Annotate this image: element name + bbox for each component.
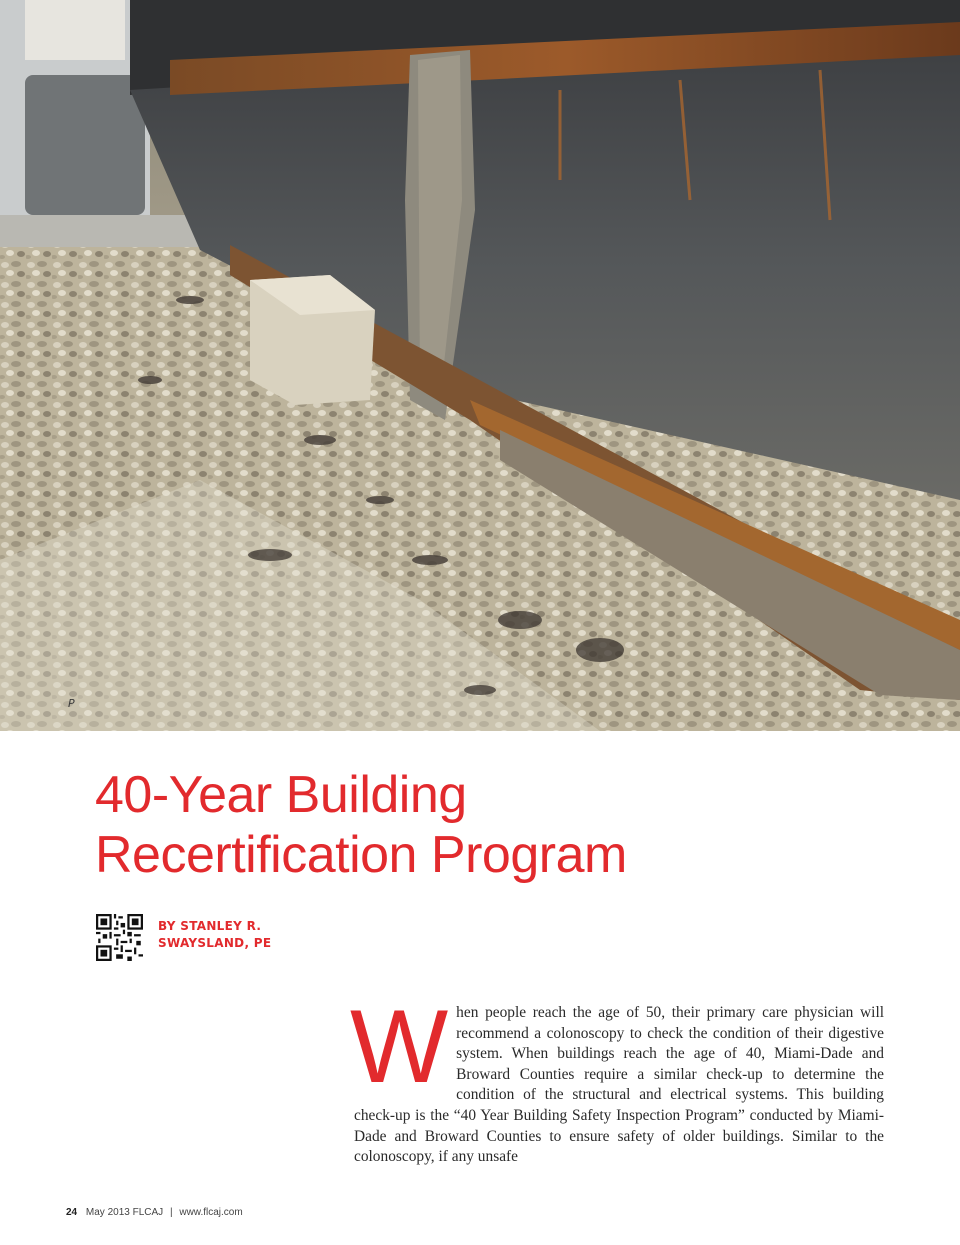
byline-line-1: BY STANLEY R. <box>158 919 262 933</box>
article-headline <box>95 765 627 885</box>
byline <box>158 918 271 952</box>
photo-corner-letter: P <box>68 697 75 710</box>
headline-line-1: 40-Year Building <box>95 766 467 824</box>
publication-name: FLCAJ <box>132 1207 164 1218</box>
byline-line-2: SWAYSLAND, PE <box>158 936 272 950</box>
headline-line-2: Recertification Program <box>95 826 627 884</box>
drop-cap: W <box>350 989 449 1105</box>
footer-separator: | <box>169 1207 173 1218</box>
article-paragraph: hen people reach the age of 50, their primary care physician will recommend a colonoscopy to check the condition of their digestive system. When buildings reach the age of 40, Miami-Dade and Broward Counties require a similar check-up to determine the condition of the structural and electrical systems. This building check-up is the “40 Year Building Safety Inspection Program” conducted by Miami-Dade and Broward Counties to ensure safety of older buildings. Similar to the colonoscopy, if any unsafe <box>354 1004 884 1166</box>
article-body <box>350 989 884 1168</box>
page-footer <box>66 1207 243 1218</box>
issue-date: May 2013 <box>85 1207 130 1218</box>
qr-code-icon <box>96 914 143 961</box>
website-link[interactable]: www.flcaj.com <box>179 1207 243 1218</box>
page-number: 24 <box>66 1207 78 1218</box>
